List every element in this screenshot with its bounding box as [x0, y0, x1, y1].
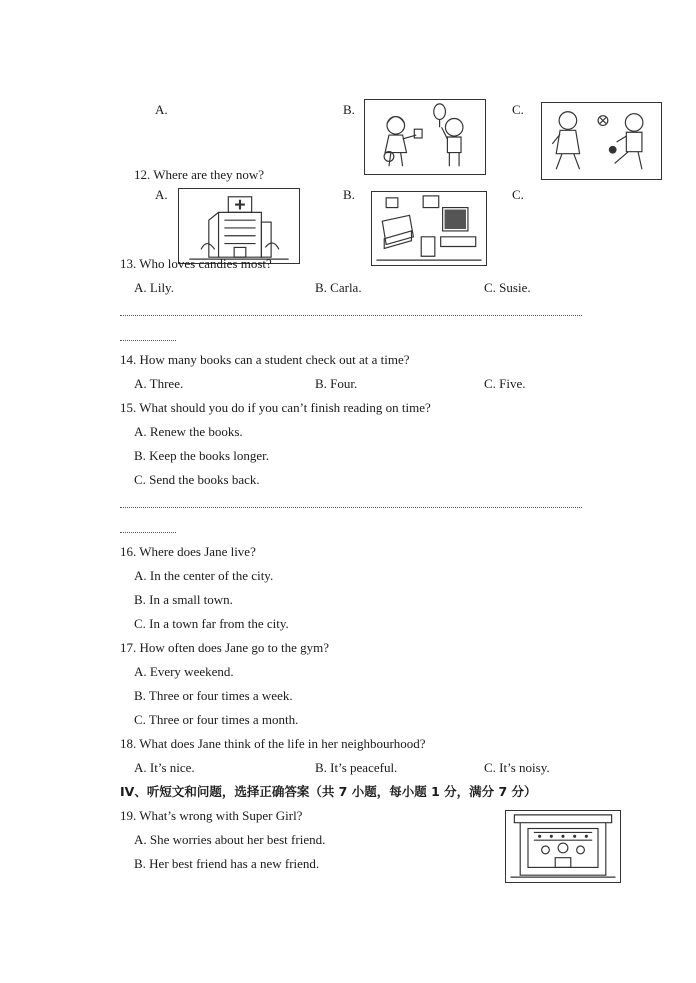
q19-option-b: B. Her best friend has a new friend. — [134, 856, 320, 871]
children-soccer-image — [541, 102, 662, 180]
q17-option-c: C. Three or four times a month. — [134, 712, 299, 727]
hospital-icon — [179, 189, 299, 263]
q14-option-b: B. Four. — [315, 376, 358, 391]
q15-question: 15. What should you do if you can’t finish reading on time? — [120, 400, 431, 415]
shop-window-icon — [506, 811, 620, 882]
q11-option-a: A. — [155, 102, 168, 117]
q18-option-c: C. It’s noisy. — [484, 760, 550, 775]
q16-option-b: B. In a small town. — [134, 592, 233, 607]
shop-window-image — [505, 810, 621, 883]
section-heading: IV、听短文和问题，选择正确答案（共 7 小题，每小题 1 分，满分 7 分） — [120, 784, 537, 799]
q14-option-a: A. Three. — [134, 376, 184, 391]
q12-option-a: A. — [155, 187, 168, 202]
q18-option-b: B. It’s peaceful. — [315, 760, 398, 775]
q11-option-b: B. — [343, 102, 355, 117]
q16-question: 16. Where does Jane live? — [120, 544, 256, 559]
girl-badminton-image — [364, 99, 486, 175]
q13-option-c: C. Susie. — [484, 280, 531, 295]
q16-option-a: A. In the center of the city. — [134, 568, 274, 583]
q15-option-b: B. Keep the books longer. — [134, 448, 270, 463]
dotted-separator-end — [120, 532, 176, 533]
q12-option-b: B. — [343, 187, 355, 202]
q13-option-b: B. Carla. — [315, 280, 362, 295]
dotted-separator — [120, 507, 582, 508]
girl-badminton-icon — [365, 100, 485, 174]
q16-option-c: C. In a town far from the city. — [134, 616, 289, 631]
q13-question: 13. Who loves candies most? — [120, 256, 272, 271]
q13-option-a: A. Lily. — [134, 280, 174, 295]
q18-question: 18. What does Jane think of the life in her neighbourhood? — [120, 736, 426, 751]
q17-option-b: B. Three or four times a week. — [134, 688, 293, 703]
q14-question: 14. How many books can a student check out at a time? — [120, 352, 410, 367]
q15-option-a: A. Renew the books. — [134, 424, 243, 439]
q12-option-c: C. — [512, 187, 524, 202]
q11-option-c: C. — [512, 102, 524, 117]
q15-option-c: C. Send the books back. — [134, 472, 260, 487]
dotted-separator-end — [120, 340, 176, 341]
q19-question: 19. What’s wrong with Super Girl? — [120, 808, 303, 823]
q19-option-a: A. She worries about her best friend. — [134, 832, 326, 847]
hospital-image — [178, 188, 300, 264]
q18-option-a: A. It’s nice. — [134, 760, 195, 775]
q14-option-c: C. Five. — [484, 376, 526, 391]
dotted-separator — [120, 315, 582, 316]
q12-question: 12. Where are they now? — [134, 167, 265, 182]
children-soccer-icon — [542, 103, 661, 179]
q17-question: 17. How often does Jane go to the gym? — [120, 640, 330, 655]
living-room-icon — [372, 192, 486, 265]
living-room-image — [371, 191, 487, 266]
q17-option-a: A. Every weekend. — [134, 664, 234, 679]
